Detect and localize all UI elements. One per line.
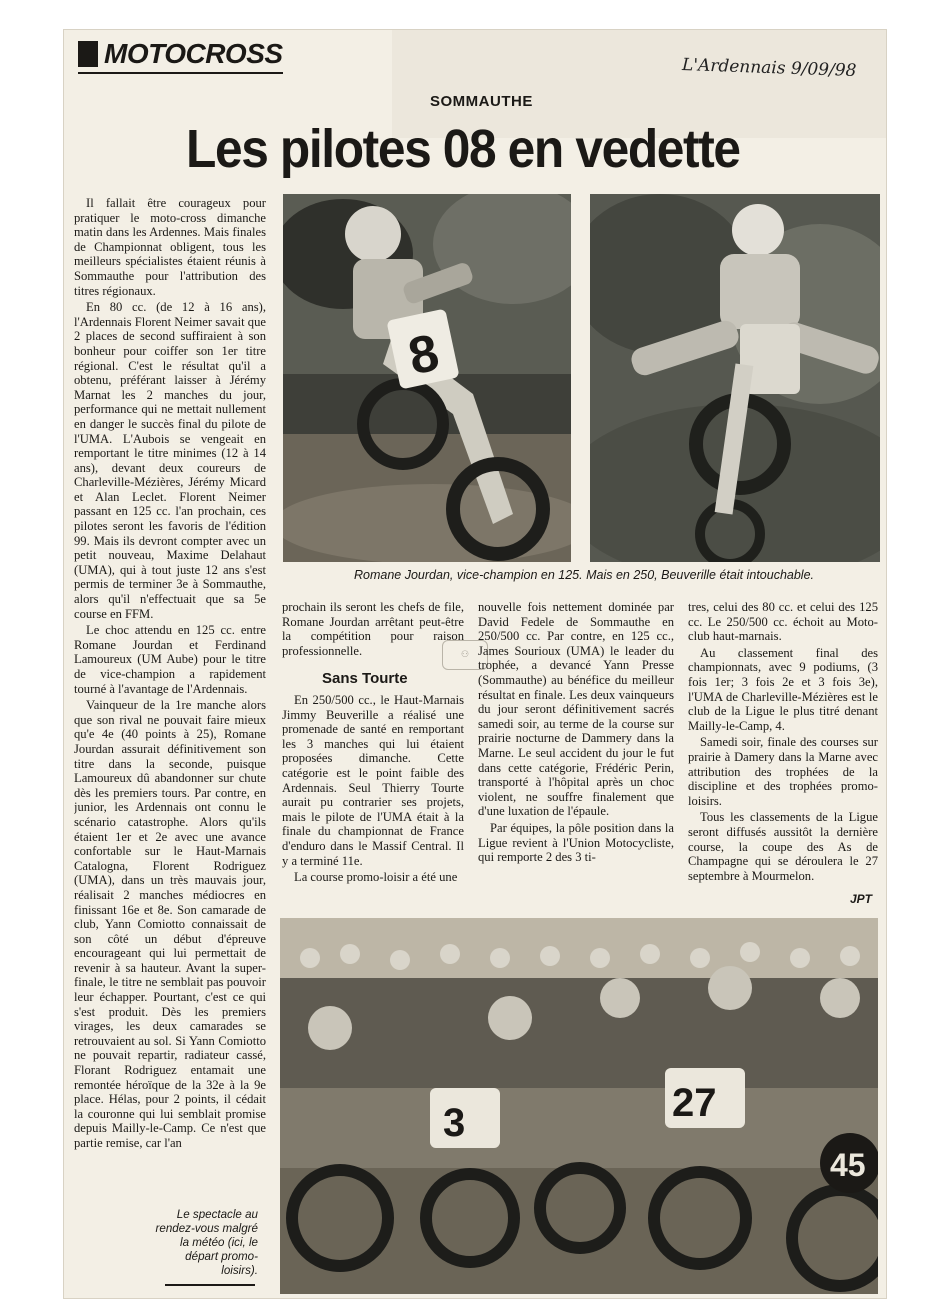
photo-caption: Romane Jourdan, vice-champion en 125. Mais en 250, Beuverille était intouchable. bbox=[354, 568, 814, 582]
watermark-stamp: ⚇ bbox=[442, 640, 488, 670]
article-column-b bbox=[478, 600, 674, 900]
paragraph: Vainqueur de la 1re manche alors que son rival ne pouvait faire mieux qu'e 4e (40 points à 25), Romane Jourdan assurait définitivement son titre dans la seconde, puisque Lamoureux dû abandonner sur chute dès les premiers tours. Par contre, en junior, les Ardennais ont connu le scénario catastrophe. Alors qu'ils étaient 1er et 2e avec une avance confortable sur le Haut-Marnais Catalogna, Florent Rodriguez (UMA), dans un très mauvais jour, réalisait 2 manches médiocres en finissant 16e et 8e. Son camarade de club, Yann Comiotto connaissait de son côté un début d'épreuve encourageant qui lui permettait de revenir à sa hauteur. Avant la super-finale, le titre ne semblait pas pouvoir leur échapper. Pourtant, c'est ce qui s'est produit. Dès les premiers virages, les deux camarades se retrouvaient au sol. Si Yann Comiotto ne pouvait repartir, radiateur cassé, Florant Rodriguez entamait une remontée héroïque de la 32e à la 9e place. Hélas, pour 2 points, il cédait la couronne qui lui semblait promise depuis Mailly-le-Camp. Ce n'est que partie remise, car l'an bbox=[74, 698, 266, 1150]
paragraph: prochain ils seront les chefs de file, Romane Jourdan arrêtant peut-être la compétition pour raison professionnelle. bbox=[282, 600, 464, 658]
photo-caption-bottom: Le spectacle au rendez-vous malgré la météo (ici, le départ promo-loisirs). bbox=[155, 1208, 258, 1277]
caption-divider bbox=[165, 1284, 255, 1286]
kicker: SOMMAUTHE bbox=[430, 93, 533, 110]
paragraph: Par équipes, la pôle position dans la Ligue revient à l'Union Motocycliste, qui remporte 2 des 3 ti- bbox=[478, 820, 674, 865]
start-number: 45 bbox=[830, 1147, 866, 1183]
paragraph: Le choc attendu en 125 cc. entre Romane Jourdan et Ferdinand Lamoureux (UM Aube) pour le titre de vice-champion a rapidement tourné à l'avantage de l'Ardennais. bbox=[74, 623, 266, 696]
paragraph: nouvelle fois nettement dominée par David Fedele de Sommauthe en 250/500 cc. Par contre, en 125 cc., James Sourioux (UMA) le leader du trophée, a devancé Yann Presse (Sommauthe) au bénéfice du meilleur résultat en finale. Les deux vainqueurs du jour seront définitivement sacrés samedi soir, au terme de la course sur prairie nocturne de Dammery dans la Marne. Le seul accident du jour le fut dans cette catégorie, Frédéric Perin, transporté à l'hôpital après un choc violent, ne souffre finalement que d'une luxation de l'épaule. bbox=[478, 600, 674, 819]
section-tag bbox=[78, 38, 283, 74]
paragraph: En 80 cc. (de 12 à 16 ans), l'Ardennais Florent Neimer savait que 2 places de second suffiraient à son bonheur pour coiffer son 1er titre régional. C'est le résultat qu'il a obtenu, préférant laisser à Jérémy Marnat les 2 manches du jour, performance qui ne mettait nullement en danger le succès final du pilote de l'UMA. L'Aubois se vengeait en remportant le titre minimes (12 à 14 ans), devant deux coureurs de Charleville-Mézières, Jérémy Micard et Alan Leclet. Florent Neimer passant en 125 cc. l'an prochain, ces pilotes seront les favoris de l'édition 99. Mais ils devront compter avec un petit nouveau, Maxime Delahaut (UMA), qui à tout juste 12 ans s'est permis de terminer 3e à Sommauthe, alors qu'il n'effectuait que sa 5e course en FFM. bbox=[74, 300, 266, 621]
paragraph: En 250/500 cc., le Haut-Marnais Jimmy Beuverille a réalisé une promenade de santé en remportant les 3 manches qui lui étaient proposées dimanche. Cette catégorie est le point faible des Ardennais. Seul Thierry Tourte aurait pu contrarier ses projets, mais le pilote de l'UMA était à la finale du championnat de France d'enduro dans le Massif Central. Il y a terminé 11e. bbox=[282, 692, 464, 868]
photo-race-start bbox=[280, 918, 878, 1294]
handwritten-source-note: L'Ardennais 9/09/98 bbox=[681, 54, 857, 82]
paragraph: Tous les classements de la Ligue seront diffusés aussitôt la dernière course, la coupe des As de Champagne qui se déroulera le 27 septembre à Mourmelon. bbox=[688, 810, 878, 883]
paragraph: Il fallait être courageux pour pratiquer le moto-cross dimanche matin dans les Ardennes. Mais finales de Championnat obligent, tous les meilleurs spécialistes étaient réunis à Sommauthe pour l'attribution des titres régionaux. bbox=[74, 196, 266, 298]
article-column-left bbox=[74, 196, 266, 1278]
rider-number: 8 bbox=[403, 323, 444, 387]
paragraph: tres, celui des 80 cc. et celui des 125 cc. Le 250/500 cc. échoit au Moto-club haut-marnais. bbox=[688, 600, 878, 644]
author-signature: JPT bbox=[850, 892, 873, 906]
photo-rider-jump bbox=[590, 194, 880, 562]
article-subhead: Sans Tourte bbox=[322, 670, 408, 688]
photo-rider-jourdan bbox=[283, 194, 571, 562]
page-title: Les pilotes 08 en vedette bbox=[186, 119, 740, 179]
section-bar-icon bbox=[78, 41, 98, 67]
article-column-c bbox=[688, 600, 878, 900]
article-column-a bbox=[282, 600, 464, 900]
paragraph: Samedi soir, finale des courses sur prairie à Damery dans la Marne avec attribution des trophées de la discipline et des trophées promo-loisirs. bbox=[688, 735, 878, 808]
start-number: 3 bbox=[443, 1101, 466, 1145]
section-label: MOTOCROSS bbox=[104, 38, 283, 69]
paragraph: Au classement final des championnats, avec 9 podiums, (3 fois 1er; 3 fois 2e et 3 fois 3e), l'UMA de Charleville-Mézières est le club de la Ligue le plus titré denant Mailly-le-Camp, 4. bbox=[688, 645, 878, 733]
start-number: 27 bbox=[672, 1081, 717, 1125]
paragraph: La course promo-loisir a été une bbox=[294, 870, 458, 885]
